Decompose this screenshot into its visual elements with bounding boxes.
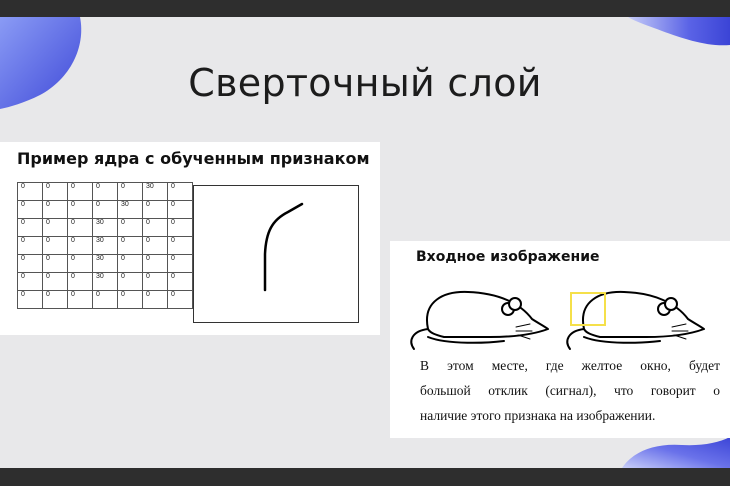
- input-image-panel: [390, 241, 730, 438]
- kernel-cell: 0: [118, 183, 143, 201]
- kernel-cell: 0: [143, 201, 168, 219]
- input-panel-title: Входное изображение: [416, 249, 600, 265]
- kernel-cell: 30: [143, 183, 168, 201]
- kernel-cell: 0: [118, 219, 143, 237]
- kernel-cell: 0: [93, 183, 118, 201]
- kernel-cell: 0: [43, 255, 68, 273]
- kernel-cell: 0: [68, 237, 93, 255]
- slide-title: Сверточный слой: [188, 61, 542, 105]
- kernel-row: [18, 255, 193, 273]
- kernel-cell: 30: [93, 237, 118, 255]
- kernel-cell: 0: [43, 291, 68, 309]
- kernel-cell: 0: [168, 219, 193, 237]
- kernel-cell: 0: [118, 237, 143, 255]
- kernel-cell: 0: [168, 273, 193, 291]
- kernel-row: [18, 237, 193, 255]
- kernel-cell: 0: [18, 183, 43, 201]
- kernel-cell: 0: [68, 273, 93, 291]
- mouse-illustration: [408, 271, 718, 351]
- kernel-cell: 0: [18, 201, 43, 219]
- description-line-1: В этом месте, где желтое окно, будет: [420, 358, 720, 373]
- kernel-cell: 0: [43, 219, 68, 237]
- kernel-cell: 0: [168, 201, 193, 219]
- kernel-cell: 0: [168, 183, 193, 201]
- kernel-cell: 30: [118, 201, 143, 219]
- kernel-cell: 0: [18, 219, 43, 237]
- kernel-cell: 0: [68, 219, 93, 237]
- kernel-cell: 0: [93, 201, 118, 219]
- kernel-grid: [17, 182, 193, 309]
- kernel-cell: 0: [68, 291, 93, 309]
- kernel-cell: 0: [68, 183, 93, 201]
- kernel-cell: 0: [118, 273, 143, 291]
- top-right-decoration: [628, 17, 730, 47]
- kernel-cell: 0: [168, 255, 193, 273]
- input-description: [420, 353, 720, 428]
- kernel-cell: 0: [18, 291, 43, 309]
- curve-feature-illustration: [194, 186, 358, 322]
- kernel-row: [18, 291, 193, 309]
- kernel-cell: 0: [43, 201, 68, 219]
- presentation-slide: [0, 17, 730, 468]
- window-bottom-bar: [0, 468, 730, 486]
- kernel-cell: 0: [118, 255, 143, 273]
- kernel-cell: 0: [168, 237, 193, 255]
- kernel-cell: 0: [18, 273, 43, 291]
- kernel-cell: 0: [18, 237, 43, 255]
- kernel-cell: 0: [68, 201, 93, 219]
- kernel-cell: 0: [43, 183, 68, 201]
- kernel-cell: 0: [143, 237, 168, 255]
- kernel-cell: 0: [143, 273, 168, 291]
- kernel-cell: 30: [93, 255, 118, 273]
- window-top-bar: [0, 0, 730, 17]
- kernel-cell: 30: [93, 273, 118, 291]
- kernel-cell: 0: [143, 219, 168, 237]
- bottom-right-decoration: [622, 437, 730, 468]
- kernel-row: [18, 183, 193, 201]
- kernel-cell: 0: [43, 237, 68, 255]
- kernel-example-panel: [0, 142, 380, 335]
- kernel-cell: 0: [93, 291, 118, 309]
- yellow-window-highlight: [571, 293, 605, 325]
- kernel-row: [18, 273, 193, 291]
- kernel-cell: 0: [143, 291, 168, 309]
- kernel-cell: 0: [168, 291, 193, 309]
- kernel-cell: 0: [43, 273, 68, 291]
- kernel-cell: 30: [93, 219, 118, 237]
- kernel-cell: 0: [143, 255, 168, 273]
- kernel-cell: 0: [118, 291, 143, 309]
- kernel-row: [18, 201, 193, 219]
- kernel-cell: 0: [18, 255, 43, 273]
- feature-visualization: [193, 185, 359, 323]
- kernel-cell: 0: [68, 255, 93, 273]
- kernel-row: [18, 219, 193, 237]
- description-line-2: большой отклик (сигнал), что говорит о: [420, 383, 720, 398]
- kernel-panel-title: Пример ядра с обученным признаком: [17, 149, 370, 168]
- description-line-3: наличие этого признака на изображении.: [420, 408, 656, 423]
